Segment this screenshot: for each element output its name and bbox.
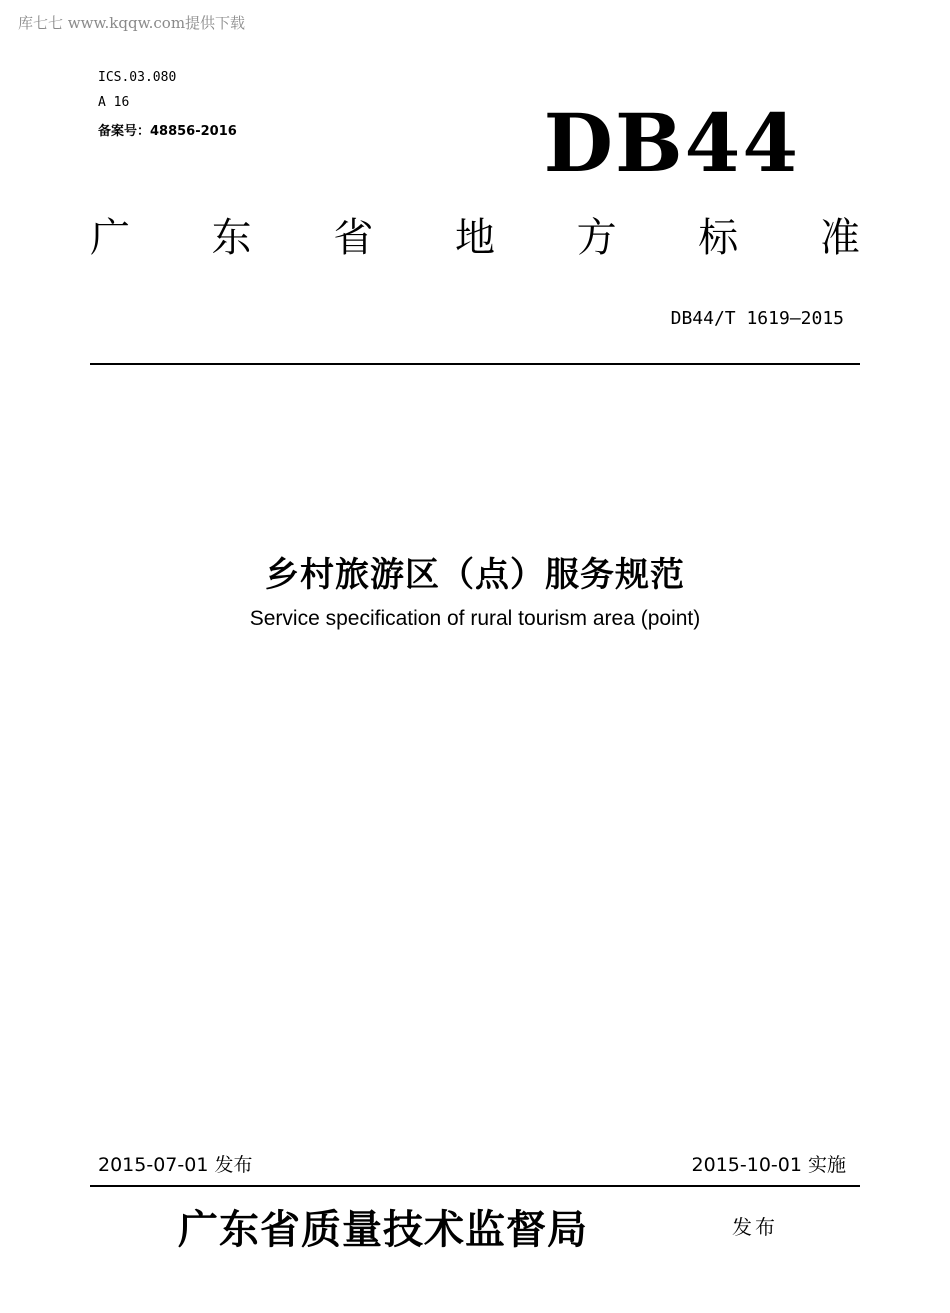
standard-type-char: 东 [211,215,252,261]
issuing-label: 发布 [732,1215,778,1239]
standard-type-char: 广 [90,215,130,261]
issuing-authority: 广东省质量技术监督局 [178,1206,588,1253]
standard-type-char: 准 [819,215,860,261]
bottom-divider [90,1185,860,1187]
db-mark: DB44 [543,96,800,190]
watermark-text: 库七七 www.kqqw.com提供下载 [18,14,246,32]
standard-number: DB44/T 1619—2015 [670,308,844,329]
top-divider [90,363,860,365]
document-title-english: Service specification of rural tourism area (point) [249,607,701,630]
standard-type-char: 方 [576,215,617,261]
standard-type-heading [90,215,860,261]
standard-type-char: 标 [698,215,739,261]
ics-code: ICS.03.080 [98,70,177,85]
implementation-date: 2015-10-01 实施 [691,1154,846,1176]
standard-type-char: 省 [333,215,374,261]
record-number: 备案号：48856-2016 [98,124,237,139]
issue-date: 2015-07-01 发布 [98,1154,253,1176]
standard-type-char: 地 [454,215,495,261]
document-title-chinese: 乡村旅游区（点）服务规范 [265,555,685,595]
ccs-code: A 16 [98,95,130,110]
